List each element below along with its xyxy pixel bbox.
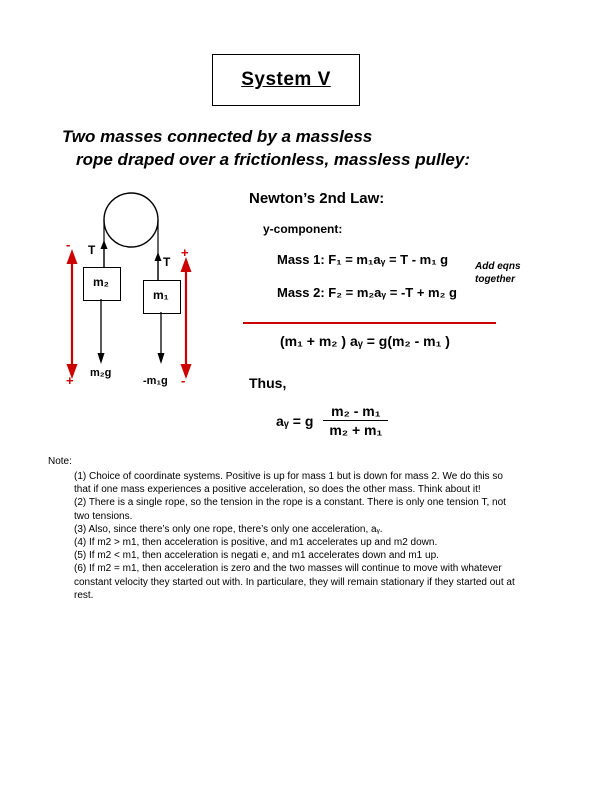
- sign-left-bottom: +: [66, 373, 74, 388]
- title-box: [212, 54, 360, 106]
- weight-arrowhead-left: [98, 353, 105, 364]
- thus-label: Thus,: [249, 375, 287, 391]
- y-component-label: y-component:: [263, 222, 343, 236]
- pulley-circle: [104, 193, 158, 247]
- subtitle: [62, 126, 562, 172]
- final-equation-lhs: aᵧ = g: [276, 412, 314, 429]
- final-equation-fraction: [323, 403, 388, 438]
- note-item: (4) If m2 > m1, then acceleration is positive, and m1 accelerates up and m2 down.: [74, 536, 438, 548]
- mass-1-box-label: m₁: [153, 288, 169, 302]
- tension-arrowhead-right: [155, 252, 162, 261]
- weight-label-right: -m₁g: [143, 375, 168, 387]
- note-item: (3) Also, since there’s only one rope, there’s only one acceleration, aᵧ.: [74, 523, 383, 535]
- pulley-diagram: [55, 185, 245, 405]
- subtitle-line-1: Two masses connected by a massless: [62, 127, 373, 146]
- note-item: (1) Choice of coordinate systems. Positive is up for mass 1 but is down for mass 2. We do this so that if one mass experiences a positive acceleration, so does the other mass. Think about it!: [74, 471, 503, 496]
- note-item: (5) If m2 < m1, then acceleration is negati e, and m1 accelerates down and m1 up.: [74, 550, 439, 562]
- fraction-numerator: m₂ - m₁: [323, 403, 388, 421]
- notes-list: [62, 470, 522, 602]
- note-item: (6) If m2 = m1, then acceleration is zero and the two masses will continue to move with whatever constant velocity they started out with. In particulare, they will remain stationary if they started out at rest.: [74, 563, 515, 601]
- tension-arrowhead-left: [101, 240, 108, 249]
- page-title: System V: [241, 69, 331, 90]
- weight-label-left: m₂g: [90, 367, 112, 379]
- sign-right-bottom: -: [181, 373, 186, 388]
- equation-sum: (m₁ + m₂ ) aᵧ = g(m₂ - m₁ ): [280, 333, 450, 349]
- sign-left-top: -: [66, 237, 71, 252]
- equation-mass-2: Mass 2: F₂ = m₂aᵧ = -T + m₂ g: [277, 285, 457, 300]
- tension-label-right: T: [163, 255, 171, 269]
- add-equations-annotation: [475, 261, 545, 286]
- newton-heading: Newton’s 2nd Law:: [249, 190, 385, 207]
- notes-label: Note:: [48, 456, 72, 467]
- subtitle-line-2: rope draped over a frictionless, massless pulley:: [76, 149, 470, 169]
- equation-mass-1: Mass 1: F₁ = m₁aᵧ = T - m₁ g: [277, 252, 449, 267]
- red-divider-line: [243, 322, 496, 324]
- tension-label-left: T: [88, 243, 96, 257]
- fraction-denominator: m₂ + m₁: [329, 422, 383, 438]
- add-equations-line-1: Add eqns: [475, 261, 521, 272]
- add-equations-line-2: together: [475, 273, 515, 285]
- weight-arrowhead-right: [158, 353, 165, 364]
- final-equation: [276, 403, 388, 438]
- sign-right-top: +: [181, 245, 189, 260]
- note-item: (2) There is a single rope, so the tension in the rope is a constant. There is only one tension T, not two tensions.: [74, 497, 506, 522]
- mass-2-box-label: m₂: [93, 275, 110, 289]
